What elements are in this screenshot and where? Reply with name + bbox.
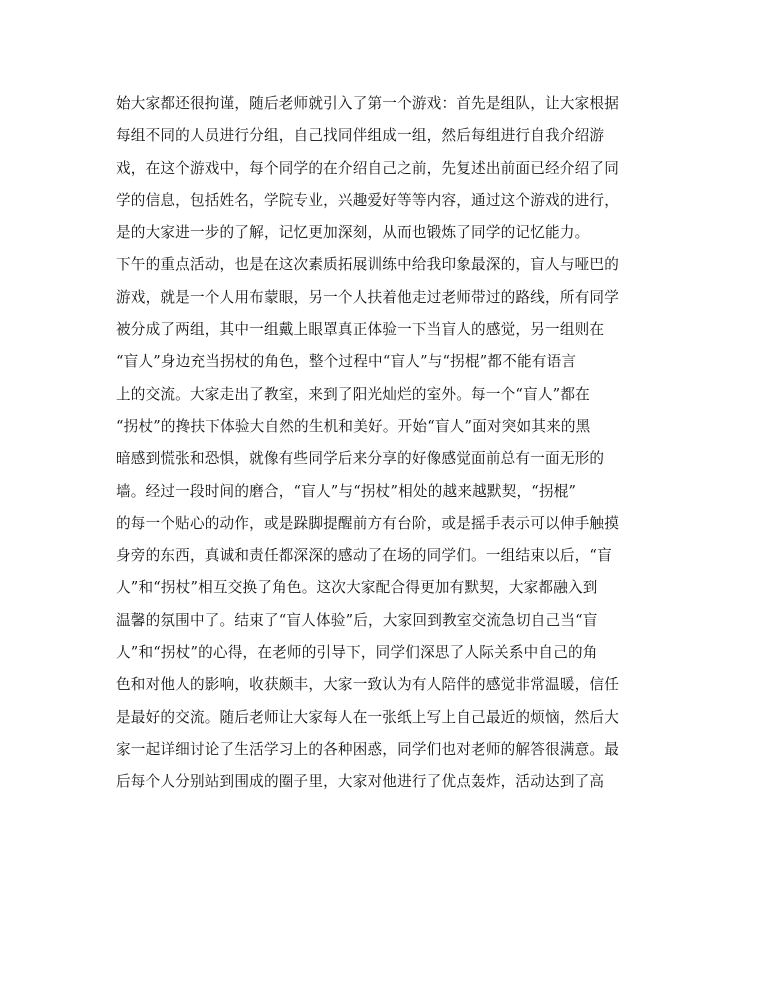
text-line: 每组不同的人员进行分组，自己找同伴组成一组，然后每组进行自我介绍游 (116, 127, 605, 145)
text-line: 戏，在这个游戏中，每个同学的在介绍自己之前，先复述出前面已经介绍了同 (116, 159, 619, 177)
text-line: 被分成了两组，其中一组戴上眼罩真正体验一下当盲人的感觉，另一组则在 (116, 321, 605, 339)
text-line: 身旁的东西，真诚和责任都深深的感动了在场的同学们。一组结束以后，“盲 (116, 547, 612, 565)
text-line: 的每一个贴心的动作，或是跺脚提醒前方有台阶，或是摇手表示可以伸手触摸 (116, 514, 619, 532)
text-line: 暗感到慌张和恐惧，就像有些同学后来分享的好像感觉面前总有一面无形的 (116, 450, 605, 468)
text-line: 始大家都还很拘谨，随后老师就引入了第一个游戏：首先是组队，让大家根据 (116, 95, 619, 112)
text-line: 墙。经过一段时间的磨合，“盲人”与“拐杖”相处的越来越默契，“拐棍” (116, 482, 577, 500)
text-line: “盲人”身边充当拐杖的角色，整个过程中“盲人”与“拐棍”都不能有语言 (116, 353, 577, 371)
text-line: 是的大家进一步的了解，记忆更加深刻，从而也锻炼了同学的记忆能力。 (116, 224, 590, 242)
text-line: 是最好的交流。随后老师让大家每人在一张纸上写上自己最近的烦恼，然后大 (116, 708, 619, 726)
text-line: 学的信息，包括姓名，学院专业，兴趣爱好等等内容，通过这个游戏的进行， (116, 191, 619, 209)
text-line: 人”和“拐杖”相互交换了角色。这次大家配合得更加有默契，大家都融入到 (116, 579, 598, 597)
text-line: 游戏，就是一个人用布蒙眼，另一个人扶着他走过老师带过的路线，所有同学 (116, 288, 619, 306)
text-line: “拐杖”的搀扶下体验大自然的生机和美好。开始“盲人”面对突如其来的黑 (116, 417, 591, 435)
text-line: 家一起详细讨论了生活学习上的各种困惑，同学们也对老师的解答很满意。最 (116, 740, 619, 758)
text-line: 人”和“拐杖”的心得，在老师的引导下，同学们深思了人际关系中自己的角 (116, 644, 598, 662)
text-line: 下午的重点活动，也是在这次素质拓展训练中给我印象最深的，盲人与哑巴的 (116, 256, 619, 274)
text-line: 上的交流。大家走出了教室，来到了阳光灿烂的室外。每一个“盲人”都在 (116, 385, 590, 403)
text-line: 色和对他人的影响，收获颇丰，大家一致认为有人陪伴的感觉非常温暖，信任 (116, 676, 619, 694)
body-text (116, 88, 661, 799)
text-line: 后每个人分别站到围成的圈子里，大家对他进行了优点轰炸，活动达到了高 (116, 773, 605, 791)
text-line: 温馨的氛围中了。结束了“盲人体验”后，大家回到教室交流急切自己当“盲 (116, 611, 598, 629)
